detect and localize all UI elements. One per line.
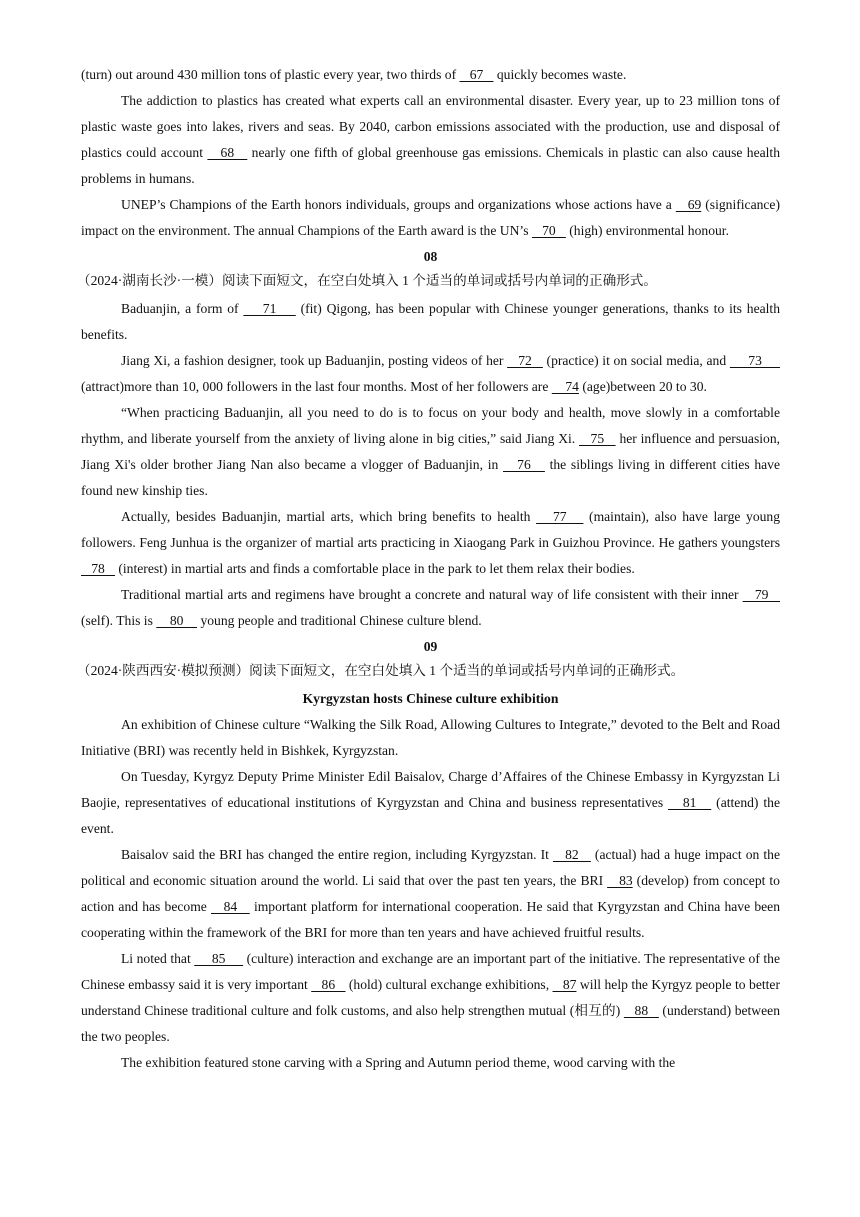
text-run: “When practicing Baduanjin, all you need to do is to focus on your body and health, move slowly in a comfortable rhythm, and liberate yourself from the anxiety of living alone in big cities,” said Jiang Xi. <box>81 405 780 446</box>
text-run: (turn) out around 430 million tons of plastic every year, two thirds of <box>81 67 460 82</box>
paragraph <box>81 712 780 764</box>
blank-number: 84 <box>211 899 250 914</box>
text-run: Li noted that <box>121 951 195 966</box>
paragraph <box>81 504 780 582</box>
blank-number: 69 <box>675 197 702 212</box>
passage-title: Kyrgyzstan hosts Chinese culture exhibition <box>302 691 559 706</box>
text-run: young people and traditional Chinese culture blend. <box>197 613 482 628</box>
text-run: (fit) Qigong, has been popular with Chinese younger generations, thanks to its health benefits. <box>81 301 780 342</box>
text-run: (hold) cultural exchange exhibitions, <box>345 977 553 992</box>
document-page <box>77 62 781 1076</box>
paragraph <box>81 1050 780 1076</box>
text-run: (attend) the event. <box>81 795 780 836</box>
text-run: will help the Kyrgyz people to better understand Chinese traditional culture and folk customs, and also help strengthen mutual (相互的) <box>81 977 780 1018</box>
paragraph <box>81 62 780 88</box>
blank-number: 88 <box>623 1003 659 1018</box>
text-run: (develop) from concept to action and has become <box>81 873 780 914</box>
text-run: (self). This is <box>81 613 157 628</box>
paragraph <box>81 296 780 348</box>
text-run: (high) environmental honour. <box>565 223 729 238</box>
blank-number: 86 <box>311 977 346 992</box>
blank-number: 80 <box>156 613 198 628</box>
text-run: (practice) it on social media, and <box>542 353 730 368</box>
blank-number: 79 <box>742 587 781 602</box>
text-run: Baisalov said the BRI has changed the entire region, including Kyrgyzstan. It <box>121 847 553 862</box>
blank-number: 71 <box>243 301 296 316</box>
paragraph <box>81 946 780 1050</box>
paragraph <box>81 400 780 504</box>
section-number: 08 <box>423 249 438 264</box>
paragraph <box>81 88 780 192</box>
text-run: (interest) in martial arts and finds a comfortable place in the park to let them relax their bodies. <box>114 561 635 576</box>
blank-number: 72 <box>507 353 543 368</box>
blank-number: 68 <box>207 145 248 160</box>
paragraph <box>81 764 780 842</box>
blank-number: 83 <box>607 873 633 888</box>
text-run: nearly one fifth of global greenhouse gas emissions. Chemicals in plastic can also cause health problems in humans. <box>81 145 780 186</box>
paragraph <box>81 582 780 634</box>
blank-number: 81 <box>668 795 712 810</box>
exercise-instructions: （2024·陕西西安·模拟预测）阅读下面短文，在空白处填入 1 个适当的单词或括号内单词的正确形式。 <box>77 663 685 678</box>
text-run: Traditional martial arts and regimens have brought a concrete and natural way of life consistent with their inner <box>121 587 743 602</box>
text-run: Jiang Xi, a fashion designer, took up Baduanjin, posting videos of her <box>121 353 508 368</box>
paragraph <box>81 348 780 400</box>
text-run: important platform for international cooperation. He said that Kyrgyzstan and China have been cooperating within the framework of the BRI for more than ten years and have achieved fruitful results. <box>81 899 780 940</box>
exercise-instructions: （2024·湖南长沙·一模）阅读下面短文，在空白处填入 1 个适当的单词或括号内单词的正确形式。 <box>77 273 657 288</box>
text-run: An exhibition of Chinese culture “Walking the Silk Road, Allowing Cultures to Integrate,” devoted to the Belt and Road Initiative (BRI) was recently held in Bishkek, Kyrgyzstan. <box>81 717 780 758</box>
blank-number: 75 <box>579 431 616 446</box>
text-run: quickly becomes waste. <box>493 67 627 82</box>
section-number: 09 <box>423 639 438 654</box>
blank-number: 73 <box>729 353 781 368</box>
blank-number: 74 <box>551 379 579 394</box>
text-run: her influence and persuasion, Jiang Xi's older brother Jiang Nan also became a vlogger of Baduanjin, in <box>81 431 781 472</box>
text-run: The exhibition featured stone carving with a Spring and Autumn period theme, wood carving with the <box>121 1055 676 1070</box>
text-run: the siblings living in different cities have found new kinship ties. <box>81 457 781 498</box>
text-run: (attract)more than 10, 000 followers in the last four months. Most of her followers are <box>81 379 552 394</box>
blank-number: 78 <box>81 561 115 576</box>
text-run: (actual) had a huge impact on the political and economic situation around the world. Li said that over the past ten years, the BRI <box>81 847 781 888</box>
paragraph <box>81 842 780 946</box>
text-run: (understand) between the two peoples. <box>81 1003 780 1044</box>
paragraph <box>81 192 780 244</box>
text-run: (culture) interaction and exchange are an important part of the initiative. The representative of the Chinese embassy said it is very important <box>81 951 780 992</box>
blank-number: 82 <box>552 847 591 862</box>
text-run: UNEP’s Champions of the Earth honors individuals, groups and organizations whose actions have a <box>121 197 676 212</box>
blank-number: 85 <box>194 951 244 966</box>
text-run: Actually, besides Baduanjin, martial arts, which bring benefits to health <box>121 509 537 524</box>
text-run: (age)between 20 to 30. <box>578 379 707 394</box>
blank-number: 87 <box>552 977 577 992</box>
text-run: (maintain), also have large young followers. Feng Junhua is the organizer of martial arts practicing in Xiaogang Park in Guizhou Province. He gathers youngsters <box>81 509 781 550</box>
text-run: The addiction to plastics has created what experts call an environmental disaster. Every year, up to 23 million tons of plastic waste goes into lakes, rivers and seas. By 2040, carbon emissions associated with the production, use and disposal of plastics could account <box>81 93 780 160</box>
text-run: On Tuesday, Kyrgyz Deputy Prime Minister Edil Baisalov, Charge d’Affaires of the Chinese Embassy in Kyrgyzstan Li Baojie, representatives of educational institutions of Kyrgyzstan and China and business representatives <box>81 769 780 810</box>
text-run: Baduanjin, a form of <box>121 301 244 316</box>
blank-number: 77 <box>536 509 584 524</box>
text-run: (significance) impact on the environment. The annual Champions of the Earth award is the UN’s <box>81 197 780 238</box>
blank-number: 70 <box>531 223 566 238</box>
blank-number: 76 <box>503 457 545 472</box>
blank-number: 67 <box>459 67 494 82</box>
